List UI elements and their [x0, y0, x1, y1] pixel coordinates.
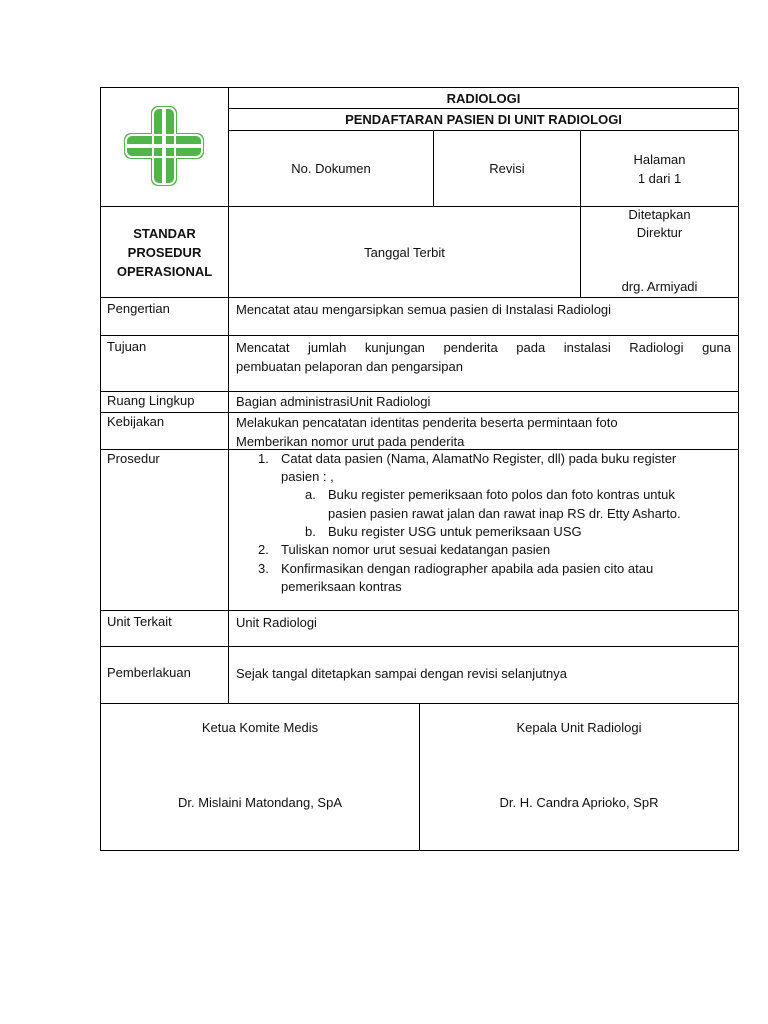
- tujuan-cell: [228, 335, 739, 392]
- tanggal-terbit-label: Tanggal Terbit: [364, 244, 445, 260]
- pengertian-text: Mencatat atau mengarsipkan semua pasien di Instalasi Radiologi: [228, 297, 739, 336]
- no-dokumen-label: No. Dokumen: [291, 161, 371, 176]
- hospital-logo: [104, 100, 222, 198]
- signature-left-name: Dr. Mislaini Matondang, SpA: [177, 795, 343, 810]
- standar-line-3: OPERASIONAL: [116, 263, 213, 279]
- ruang-lingkup-text: Bagian administrasiUnit Radiologi: [228, 391, 739, 413]
- unit-terkait-text: Unit Radiologi: [228, 610, 739, 647]
- signature-right: [419, 703, 739, 851]
- sop-title: PENDAFTARAN PASIEN DI UNIT RADIOLOGI: [228, 108, 739, 131]
- pemberlakuan-text: Sejak tangal ditetapkan sampai dengan revisi selanjutnya: [236, 665, 567, 681]
- step-2-number: 2.: [258, 542, 269, 557]
- unit-terkait-label: Unit Terkait: [100, 610, 229, 647]
- step-1a-line-1: Buku register pemeriksaan foto polos dan foto kontras untuk: [328, 487, 675, 502]
- step-1a-line-2: pasien pasien rawat jalan dan rawat inap RS dr. Etty Asharto.: [328, 506, 681, 521]
- step-3-number: 3.: [258, 561, 269, 576]
- direktur-label: Direktur: [636, 225, 683, 240]
- kebijakan-line-1: Melakukan pencatatan identitas penderita beserta permintaan foto: [236, 415, 618, 430]
- halaman-value: 1 dari 1: [637, 170, 682, 186]
- prosedur-cell: [228, 449, 739, 611]
- signature-right-title: Kepala Unit Radiologi: [516, 720, 642, 735]
- pemberlakuan-label: [100, 646, 229, 704]
- kebijakan-label: Kebijakan: [100, 412, 229, 450]
- step-1-number: 1.: [258, 451, 269, 466]
- pemberlakuan-cell: [228, 646, 739, 704]
- step-1b-marker: b.: [305, 524, 316, 539]
- pengertian-label: Pengertian: [100, 297, 229, 336]
- signature-right-name: Dr. H. Candra Aprioko, SpR: [499, 795, 659, 810]
- signature-left: [100, 703, 420, 851]
- revisi-cell: [433, 130, 581, 207]
- step-1a-marker: a.: [305, 487, 316, 502]
- step-3-line-1: Konfirmasikan dengan radiographer apabila ada pasien cito atau: [281, 561, 654, 576]
- revisi-label: Revisi: [489, 161, 525, 176]
- ditetapkan-cell: [580, 206, 739, 298]
- tujuan-label: Tujuan: [100, 335, 229, 392]
- pemberlakuan-label-text: Pemberlakuan: [107, 665, 191, 680]
- green-cross-icon: [124, 106, 204, 186]
- halaman-cell: [580, 130, 739, 207]
- prosedur-label: Prosedur: [100, 449, 229, 611]
- step-1b-line-1: Buku register USG untuk pemeriksaan USG: [328, 524, 582, 539]
- direktur-name: drg. Armiyadi: [621, 279, 698, 294]
- standar-line-2: PROSEDUR: [127, 244, 202, 260]
- kebijakan-line-2: Memberikan nomor urut pada penderita: [236, 434, 465, 449]
- kebijakan-cell: [228, 412, 739, 450]
- step-1-line-1: Catat data pasien (Nama, AlamatNo Register, dll) pada buku register: [281, 451, 677, 466]
- step-1-line-2: pasien : ,: [281, 469, 334, 484]
- tujuan-line-1: Mencatat jumlah kunjungan penderita pada instalasi Radiologi guna: [236, 340, 731, 355]
- standar-line-1: STANDAR: [133, 225, 196, 241]
- ditetapkan-label: Ditetapkan: [628, 207, 691, 222]
- step-2-text: Tuliskan nomor urut sesuai kedatangan pasien: [281, 542, 551, 557]
- unit-title: RADIOLOGI: [228, 87, 739, 109]
- halaman-label: Halaman: [633, 151, 686, 167]
- tujuan-line-2: pembuatan pelaporan dan pengarsipan: [236, 359, 463, 374]
- ruang-lingkup-label: Ruang Lingkup: [100, 391, 229, 413]
- standar-cell: [100, 206, 229, 298]
- tanggal-terbit-cell: [228, 206, 581, 298]
- step-3-line-2: pemeriksaan kontras: [281, 579, 402, 594]
- no-dokumen-cell: [228, 130, 434, 207]
- signature-left-title: Ketua Komite Medis: [201, 720, 319, 735]
